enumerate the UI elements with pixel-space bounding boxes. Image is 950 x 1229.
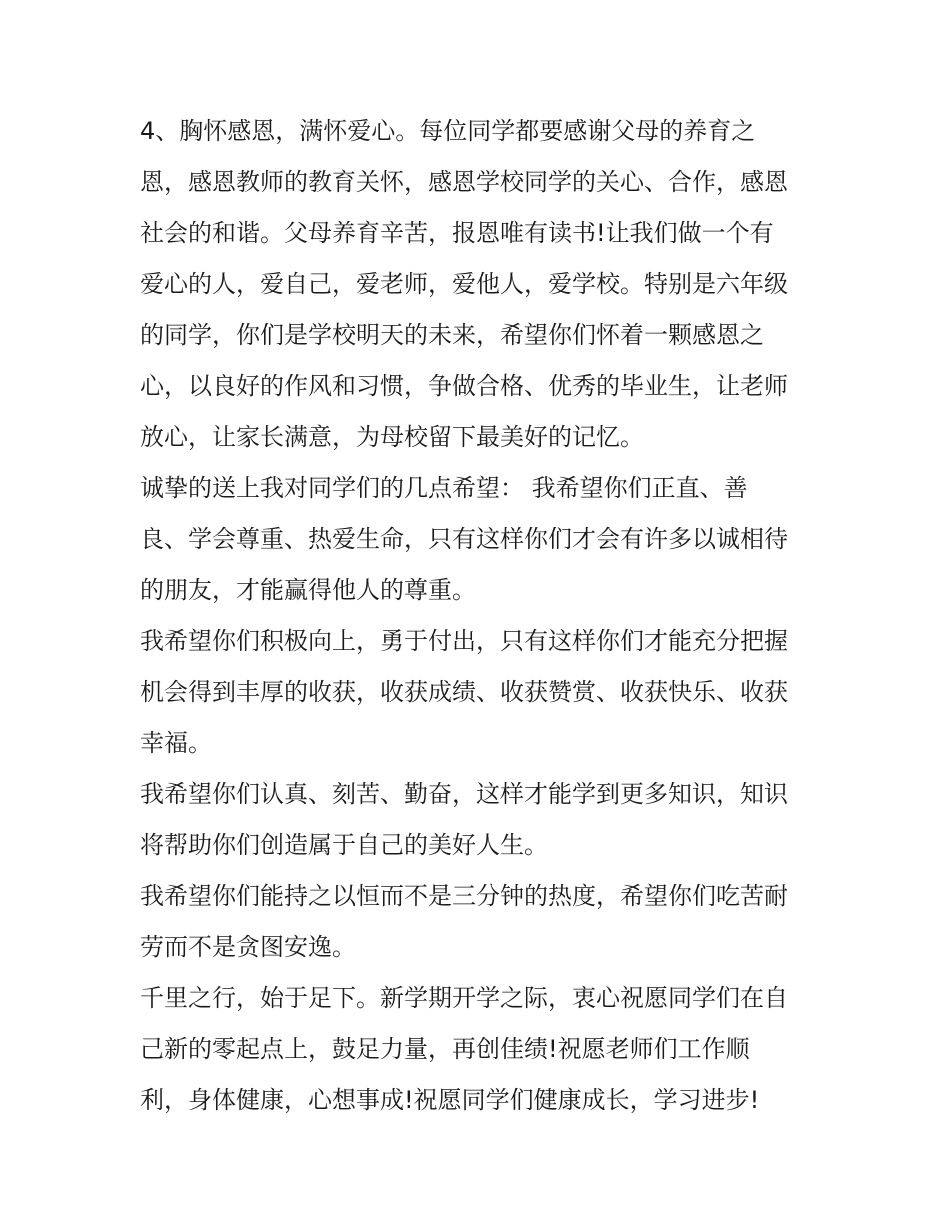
text-line: 幸福。	[140, 729, 212, 757]
text-line: 利，身体健康，心想事成!祝愿同学们健康成长，学习进步!	[140, 1086, 760, 1114]
text-line: 爱心的人，爱自己，爱老师，爱他人，爱学校。特别是六年级	[140, 270, 788, 298]
text-line: 千里之行，始于足下。新学期开学之际，衷心祝愿同学们在自	[140, 984, 788, 1012]
text-line: 良、学会尊重、热爱生命，只有这样你们才会有许多以诚相待	[140, 525, 788, 553]
text-line: 放心，让家长满意，为母校留下最美好的记忆。	[140, 423, 644, 451]
text-line: 将帮助你们创造属于自己的美好人生。	[140, 831, 548, 859]
text-line: 恩，感恩教师的教育关怀，感恩学校同学的关心、合作，感恩	[140, 168, 788, 196]
document-body	[140, 106, 820, 1126]
text-line: 诚挚的送上我对同学们的几点希望： 我希望你们正直、善	[140, 474, 748, 502]
text-line: 心，以良好的作风和习惯，争做合格、优秀的毕业生，让老师	[140, 372, 788, 400]
text-line: 我希望你们能持之以恒而不是三分钟的热度，希望你们吃苦耐	[140, 882, 788, 910]
text-line: 的朋友，才能赢得他人的尊重。	[140, 576, 476, 604]
text-line: 的同学，你们是学校明天的未来，希望你们怀着一颗感恩之	[140, 321, 764, 349]
text-line: 我希望你们积极向上，勇于付出，只有这样你们才能充分把握	[140, 627, 788, 655]
text-line: 4、胸怀感恩，满怀爱心。每位同学都要感谢父母的养育之	[140, 117, 756, 145]
text-line: 劳而不是贪图安逸。	[140, 933, 356, 961]
text-line: 己新的零起点上，鼓足力量，再创佳绩!祝愿老师们工作顺	[140, 1035, 750, 1063]
text-line: 我希望你们认真、刻苦、勤奋，这样才能学到更多知识，知识	[140, 780, 788, 808]
text-line: 机会得到丰厚的收获，收获成绩、收获赞赏、收获快乐、收获	[140, 678, 788, 706]
text-line: 社会的和谐。父母养育辛苦，报恩唯有读书!让我们做一个有	[140, 219, 774, 247]
